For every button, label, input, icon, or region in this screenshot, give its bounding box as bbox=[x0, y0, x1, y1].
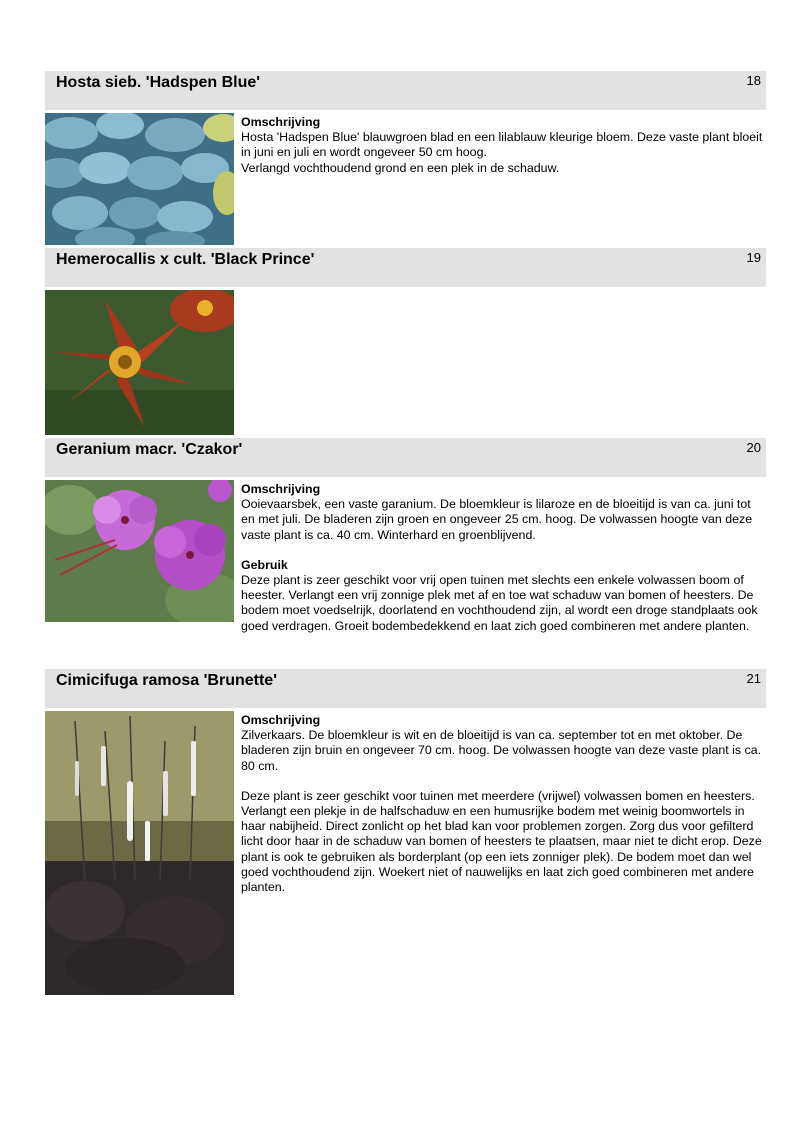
plant-text bbox=[241, 115, 763, 176]
description-text: Verlangd vochthoudend grond en een plek in de schaduw. bbox=[241, 160, 560, 175]
description-text: Zilverkaars. De bloemkleur is wit en de bloeitijd is van ca. september tot en met oktober. De bladeren zijn bruin en ongeveer 70 cm. hoog. De volwassen hoogte van deze vaste plant is ca. 80 cm. bbox=[241, 728, 762, 773]
plant-number: 18 bbox=[746, 73, 761, 88]
plant-name: Geranium macr. 'Czakor' bbox=[56, 441, 243, 458]
plant-number: 19 bbox=[746, 250, 761, 265]
usage-text: Deze plant is zeer geschikt voor vrij open tuinen met slechts een enkele volwassen boom of heester. Verlangt een vrij zonnige plek met af en toe wat schaduw van bomen of heesters. De bodem moet voedselrijk, doorlatend en vochthoudend zijn, al wordt een droge standplaats ook goed verdragen. Groeit bodembedekkend en laat zich goed combineren met andere planten. bbox=[241, 573, 758, 633]
plant-text bbox=[241, 713, 763, 895]
plant-entry-21 bbox=[45, 669, 766, 998]
plant-entry-18 bbox=[45, 71, 766, 248]
daylily-photo bbox=[45, 290, 234, 435]
description-text: Hosta 'Hadspen Blue' blauwgroen blad en een lilablauw kleurige bloem. Deze vaste plant bloeit in juni en juli en wordt ongeveer 50 cm hoog. bbox=[241, 130, 763, 160]
hosta-photo bbox=[45, 113, 234, 245]
plant-entry-20 bbox=[45, 438, 766, 669]
plant-header bbox=[45, 71, 766, 110]
description-heading: Omschrijving bbox=[241, 713, 321, 727]
description-text: Ooievaarsbek, een vaste garanium. De bloemkleur is lilaroze en de bloeitijd is van ca. juni tot en met juli. De bladeren zijn groen en ongeveer 25 cm. hoog. De volwassen hoogte van deze vaste plant is ca. 40 cm. Winterhard en groenblijvend. bbox=[241, 497, 753, 542]
description-heading: Omschrijving bbox=[241, 482, 321, 496]
plant-number: 20 bbox=[746, 440, 761, 455]
plant-entry-19 bbox=[45, 248, 766, 438]
plant-name: Cimicifuga ramosa 'Brunette' bbox=[56, 672, 277, 689]
usage-heading: Gebruik bbox=[241, 557, 288, 572]
description-heading: Omschrijving bbox=[241, 115, 321, 129]
usage-text: Deze plant is zeer geschikt voor tuinen met meerdere (vrijwel) volwassen bomen en heesters. Verlangt een plekje in de halfschaduw en een humusrijke bodem met weinig boomwortels in haar nabijheid. Direct zonlicht op het blad kan voor problemen zorgen. Zorg dus voor gefilterd licht door haar in de schaduw van bomen of heesters te plaatsen, maar niet te dicht erop. Deze plant is ook te gebruiken als borderplant (op een iets zonniger plek). De bodem moet dan wel goed vochthoudend zijn. Woekert niet of nauwelijks en laat zich goed combineren met andere planten. bbox=[241, 788, 762, 895]
plant-number: 21 bbox=[746, 671, 761, 686]
plant-text bbox=[241, 482, 763, 634]
plant-header bbox=[45, 248, 766, 287]
cimicifuga-photo bbox=[45, 711, 234, 995]
plant-name: Hemerocallis x cult. 'Black Prince' bbox=[56, 251, 315, 268]
geranium-photo bbox=[45, 480, 234, 622]
plant-header bbox=[45, 669, 766, 708]
plant-header bbox=[45, 438, 766, 477]
plant-name: Hosta sieb. 'Hadspen Blue' bbox=[56, 74, 261, 91]
